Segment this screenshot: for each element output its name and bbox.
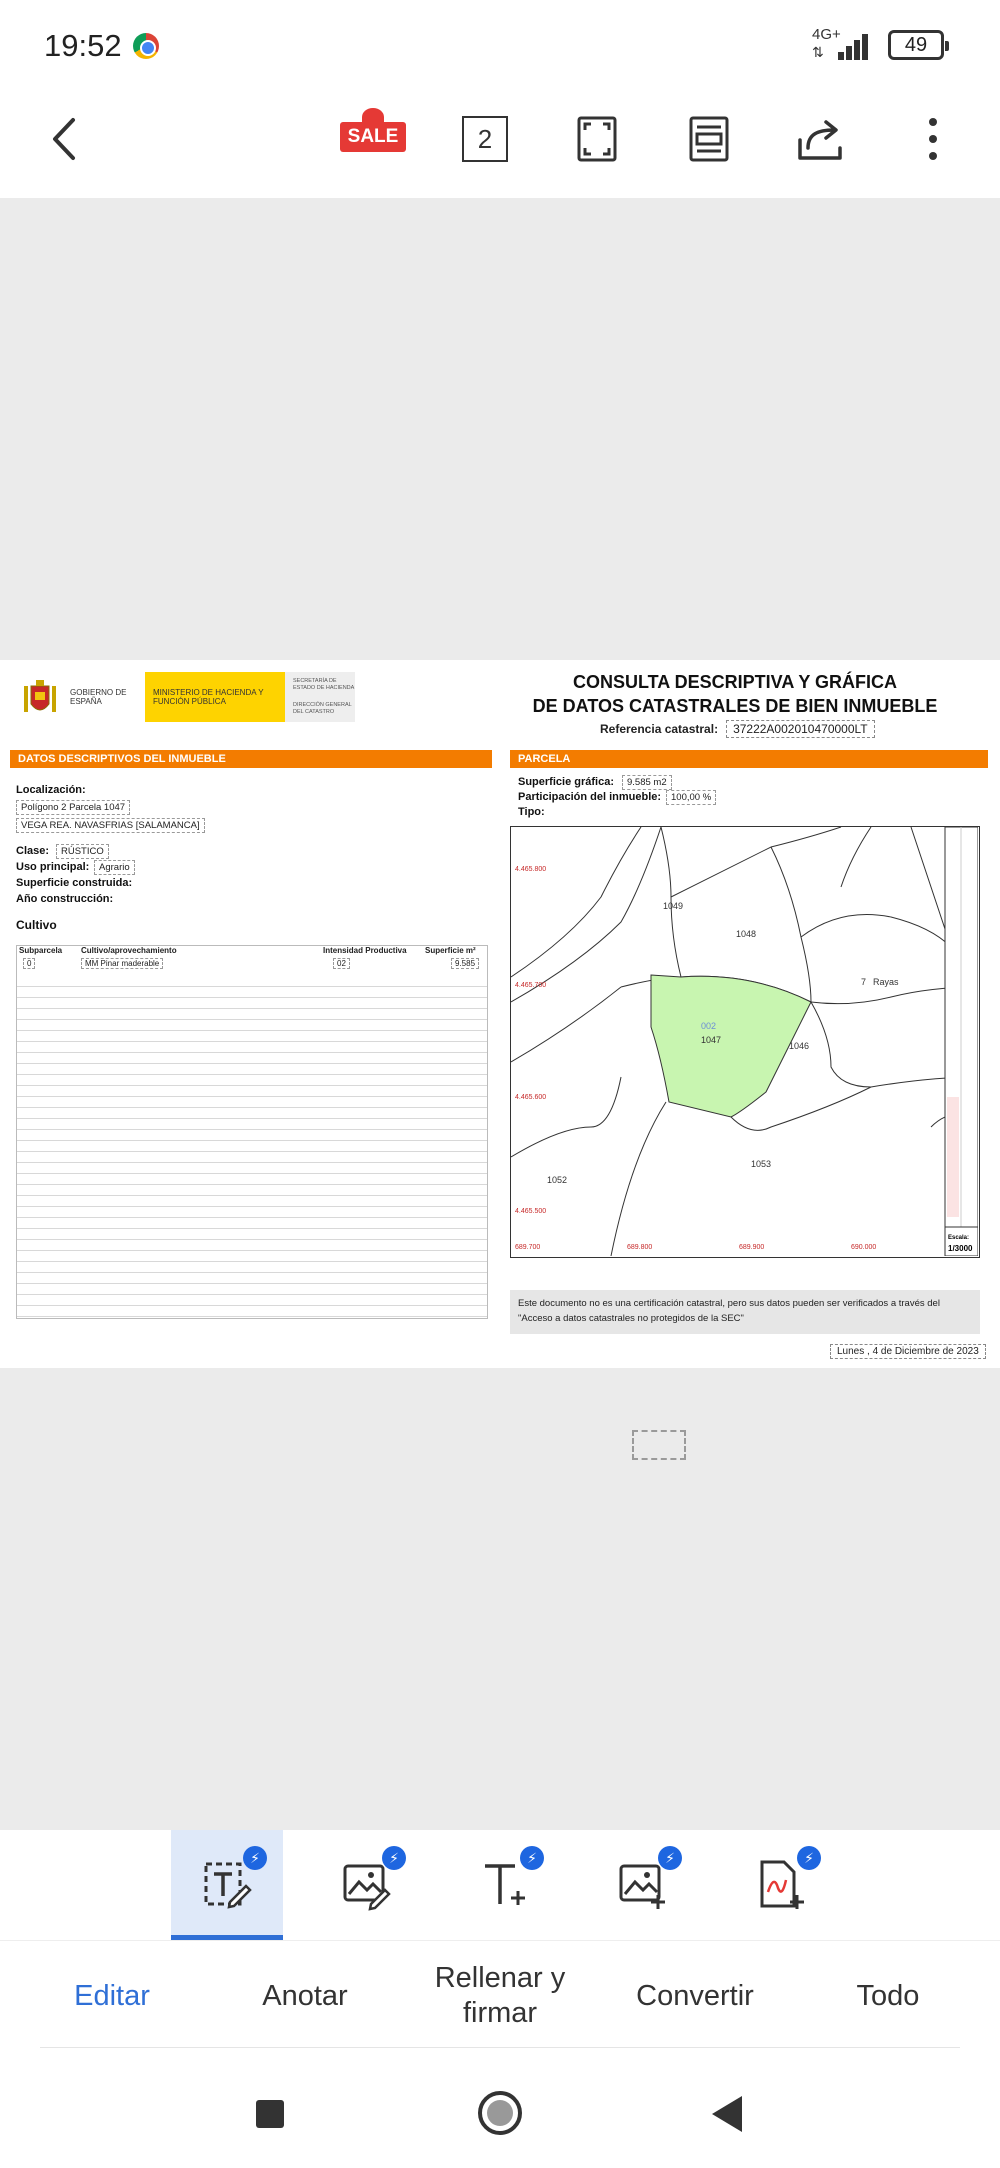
ref-label: Referencia catastral: [600,722,719,736]
premium-bolt-icon: ⚡ [243,1846,267,1870]
edit-tools [0,1830,1000,1940]
top-toolbar [0,90,1000,198]
tab-rellenar-y-firmar[interactable]: Rellenar y firmar [434,1962,566,2029]
tab-divider [40,2047,960,2048]
title-line-1: CONSULTA DESCRIPTIVA Y GRÁFICA [572,672,898,692]
sale-label: SALE [340,122,406,152]
share-icon [794,114,848,164]
home-button[interactable] [478,2091,522,2135]
government-header [10,670,355,726]
notice-box: Este documento no es una certificación catastral, pero sus datos pueden ser verificados a través del "Acceso a datos catastrales no protegidos de la SEC" [510,1290,980,1334]
document-layout-icon [687,114,731,164]
table-header-superficie: Superficie m² [425,946,476,955]
recent-apps-button[interactable] [256,2100,284,2128]
battery-icon: 49 [888,30,944,60]
localizacion-label: Localización: [16,784,86,796]
signal-icon [838,30,874,60]
table-cell-subparcela: 0 [23,958,35,969]
document-page[interactable] [0,660,1000,1368]
status-bar [0,0,1000,90]
clase-value: RÚSTICO [56,844,109,859]
share-button[interactable] [786,104,856,174]
add-text-tool[interactable] [448,1830,560,1940]
map-coord-y1: 4.465.800 [515,866,547,873]
premium-bolt-icon: ⚡ [520,1846,544,1870]
uso-value: Agrario [94,860,135,875]
parcel-1053: 1053 [751,1159,772,1169]
scale-value: 1/3000 [948,1244,973,1253]
table-header-cultivo: Cultivo/aprovechamiento [81,946,177,955]
superficie-grafica-label: Superficie gráfica: [518,776,614,788]
more-options-button[interactable] [898,104,968,174]
tipo-label: Tipo: [518,806,545,818]
premium-bolt-icon: ⚡ [658,1846,682,1870]
anio-construccion-label: Año construcción: [16,893,114,905]
edit-text-tool[interactable] [171,1830,283,1940]
system-navigation-bar [0,2050,1000,2168]
table-cell-superficie: 9.585 [451,958,479,969]
premium-bolt-icon: ⚡ [797,1846,821,1870]
parcel-7: 7 [861,977,867,987]
add-image-tool[interactable] [586,1830,698,1940]
cadastral-reference [600,722,875,736]
scale-label: Escala: [948,1235,970,1241]
fullscreen-icon [575,114,619,164]
map-coord-x4: 690.000 [851,1244,877,1251]
participacion-label: Participación del inmueble: [518,791,662,803]
parcel-1048: 1048 [736,929,757,939]
table-header-subparcela: Subparcela [19,946,63,955]
tab-convertir[interactable]: Convertir [636,1980,754,2012]
back-nav-button[interactable] [712,2096,742,2132]
reading-mode-button[interactable] [674,104,744,174]
map-coord-x1: 689.700 [515,1244,541,1251]
gov-text: GOBIERNO DE ESPAÑA [70,688,127,706]
section-datos-descriptivos: DATOS DESCRIPTIVOS DEL INMUEBLE [10,750,492,768]
tab-anotar[interactable]: Anotar [262,1980,348,2012]
map-coord-y4: 4.465.500 [515,1208,547,1215]
page-count: 2 [462,116,508,162]
table-header-intensidad: Intensidad Productiva [323,946,407,955]
premium-bolt-icon: ⚡ [382,1846,406,1870]
ref-value: 37222A002010470000LT [726,720,875,738]
parcel-1046: 1046 [789,1041,810,1051]
map-coord-x3: 689.900 [739,1244,765,1251]
spain-coat-of-arms-icon [22,678,58,718]
superficie-grafica-value: 9.585 m2 [622,775,672,790]
section-parcela: PARCELA [510,750,988,768]
parcel-map-drawing [511,827,978,1256]
parcel-1052: 1052 [547,1175,568,1185]
edit-image-tool[interactable] [310,1830,422,1940]
tab-todo[interactable]: Todo [856,1980,920,2012]
localizacion-line-1: Polígono 2 Parcela 1047 [16,800,130,815]
chevron-left-icon [45,114,85,164]
page-placeholder-icon [632,1430,686,1460]
table-empty-rows [17,976,487,1318]
superficie-construida-label: Superficie construida: [16,877,133,889]
table-cell-cultivo: MM Pinar maderable [81,958,163,969]
document-viewer[interactable] [0,198,1000,1830]
uso-label: Uso principal: [16,861,90,873]
map-coord-x2: 689.800 [627,1244,653,1251]
cultivo-label: Cultivo [16,918,57,932]
page-count-button[interactable] [450,104,520,174]
cultivo-table [16,945,488,1319]
ministry-text: MINISTERIO DE HACIENDA Y FUNCIÓN PÚBLICA [153,688,264,706]
add-signature-tool[interactable] [725,1830,837,1940]
clase-label: Clase: [16,845,50,857]
table-cell-intensidad: 02 [333,958,350,969]
title-line-2: DE DATOS CATASTRALES DE BIEN INMUEBLE [532,696,938,716]
tab-editar[interactable]: Editar [74,1980,150,2012]
parcel-1047: 1047 [701,1035,722,1045]
map-coord-y3: 4.465.600 [515,1094,547,1101]
fullscreen-button[interactable] [562,104,632,174]
document-title [510,670,960,718]
back-button[interactable] [30,104,100,174]
direccion-text: DIRECCIÓN GENERAL DEL CATASTRO [293,702,352,715]
document-date: Lunes , 4 de Diciembre de 2023 [830,1344,986,1359]
place-rayas: Rayas [873,977,899,987]
secretaria-text: SECRETARÍA DE ESTADO DE HACIENDA [293,678,355,691]
parcel-1049: 1049 [663,901,684,911]
map-coord-y2: 4.465.700 [515,982,547,989]
parcel-map[interactable] [510,826,980,1258]
parcel-002: 002 [701,1021,717,1031]
bottom-tab-bar [0,1940,1000,2050]
participacion-value: 100,00 % [666,790,716,805]
data-arrows-icon: ⇅ [812,44,822,60]
localizacion-line-2: VEGA REA. NAVASFRIAS [SALAMANCA] [16,818,205,833]
chrome-notification-icon [133,33,159,59]
status-time: 19:52 [44,28,122,63]
sale-button[interactable] [340,108,406,166]
network-type: 4G+ [812,26,841,43]
more-vertical-icon [923,114,943,164]
